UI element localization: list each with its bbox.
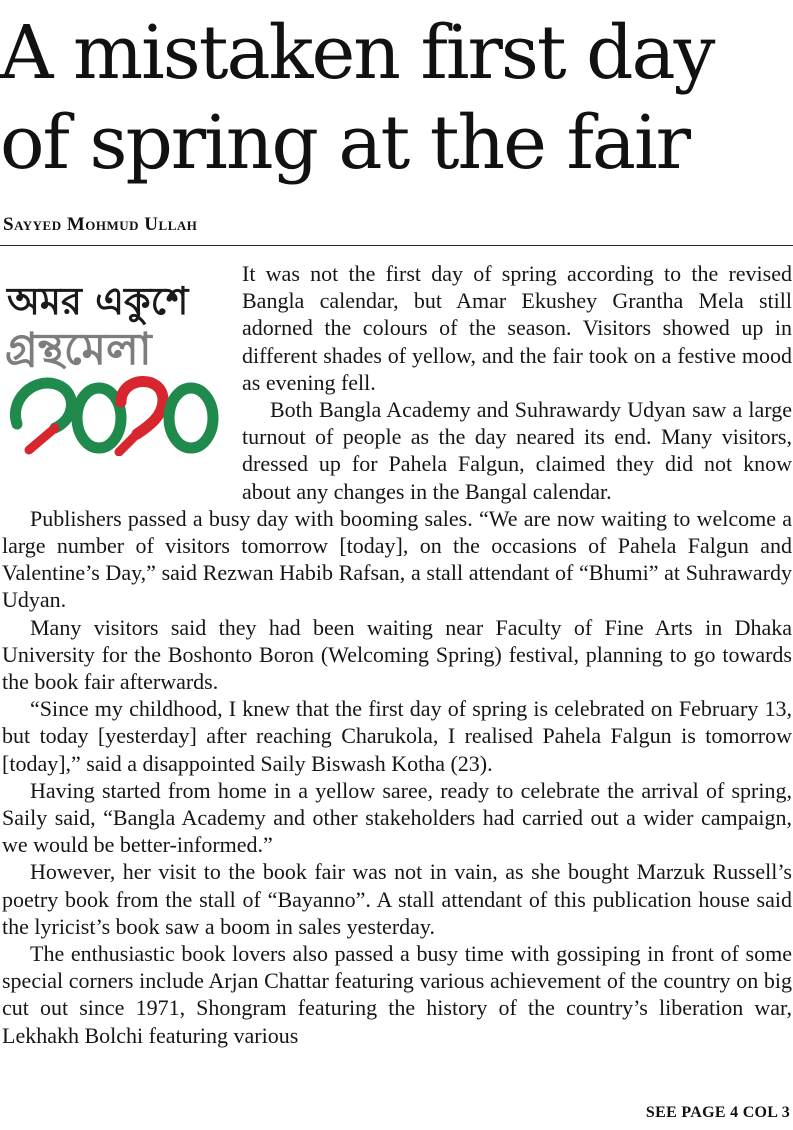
logo-year-text: ২০২০ xyxy=(3,278,6,279)
headline-line-2: of spring at the fair xyxy=(0,100,690,186)
headline-line-1: A mistaken first day xyxy=(0,10,714,96)
logo-wrap-space xyxy=(2,260,242,483)
logo-text-line-1: অমর একুশে xyxy=(7,279,189,323)
paragraph-5: “Since my childhood, I knew that the first day of spring is celebrated on February 13, but today [yesterday] after reaching Charukola, I realised Pahela Falgun is tomorrow [today],” said a disappointed Saily Biswash Kotha (23). xyxy=(2,696,792,776)
byline: Sayyed Mohmud Ullah xyxy=(3,214,198,235)
paragraph-2: Both Bangla Academy and Suhrawardy Udyan saw a large turnout of people as the day neared its end. Many visitors, dressed up for Pahela Falgun, claimed they did not know about any changes in the Bangal calendar. xyxy=(242,397,792,504)
logo-text-line-2: গ্রন্থমেলা xyxy=(5,324,152,375)
article-body xyxy=(2,260,792,1049)
headline xyxy=(0,8,793,188)
jump-line: SEE PAGE 4 COL 3 xyxy=(645,1104,790,1121)
paragraph-8: The enthusiastic book lovers also passed a busy time with gossiping in front of some special corners include Arjan Chattar featuring various achievement of the country on big cut out since 1971, Shongram featuring the history of the country’s liberation war, Lekhakh Bolchi featuring various xyxy=(2,941,792,1048)
paragraph-7: However, her visit to the book fair was not in vain, as she bought Marzuk Russell’s poetry book from the stall of “Bayanno”. A stall attendant of this publication house said the lyricist’s book saw a boom in sales yesterday. xyxy=(2,859,792,939)
byline-divider xyxy=(0,245,793,246)
paragraph-3: Publishers passed a busy day with booming sales. “We are now waiting to welcome a large number of visitors tomorrow [today], on the occasions of Pahela Falgun and Valentine’s Day,” said Rezwan Habib Rafsan, a stall attendant of “Bhumi” at Suhrawardy Udyan. xyxy=(2,505,792,613)
paragraph-4: Many visitors said they had been waiting near Faculty of Fine Arts in Dhaka University for the Boshonto Boron (Welcoming Spring) festival, planning to go towards the book fair afterwards. xyxy=(2,614,792,695)
paragraph-1: It was not the first day of spring according to the revised Bangla calendar, but Amar Ekushey Grantha Mela still adorned the colours of the season. Visitors showed up in different shades of yellow, and the fair took on a festive mood as evening fell. xyxy=(242,261,792,395)
paragraph-6: Having started from home in a yellow saree, ready to celebrate the arrival of spring, Saily said, “Bangla Academy and other stakeholders had carried out a wider campaign, we would be better-informed.” xyxy=(2,777,792,858)
